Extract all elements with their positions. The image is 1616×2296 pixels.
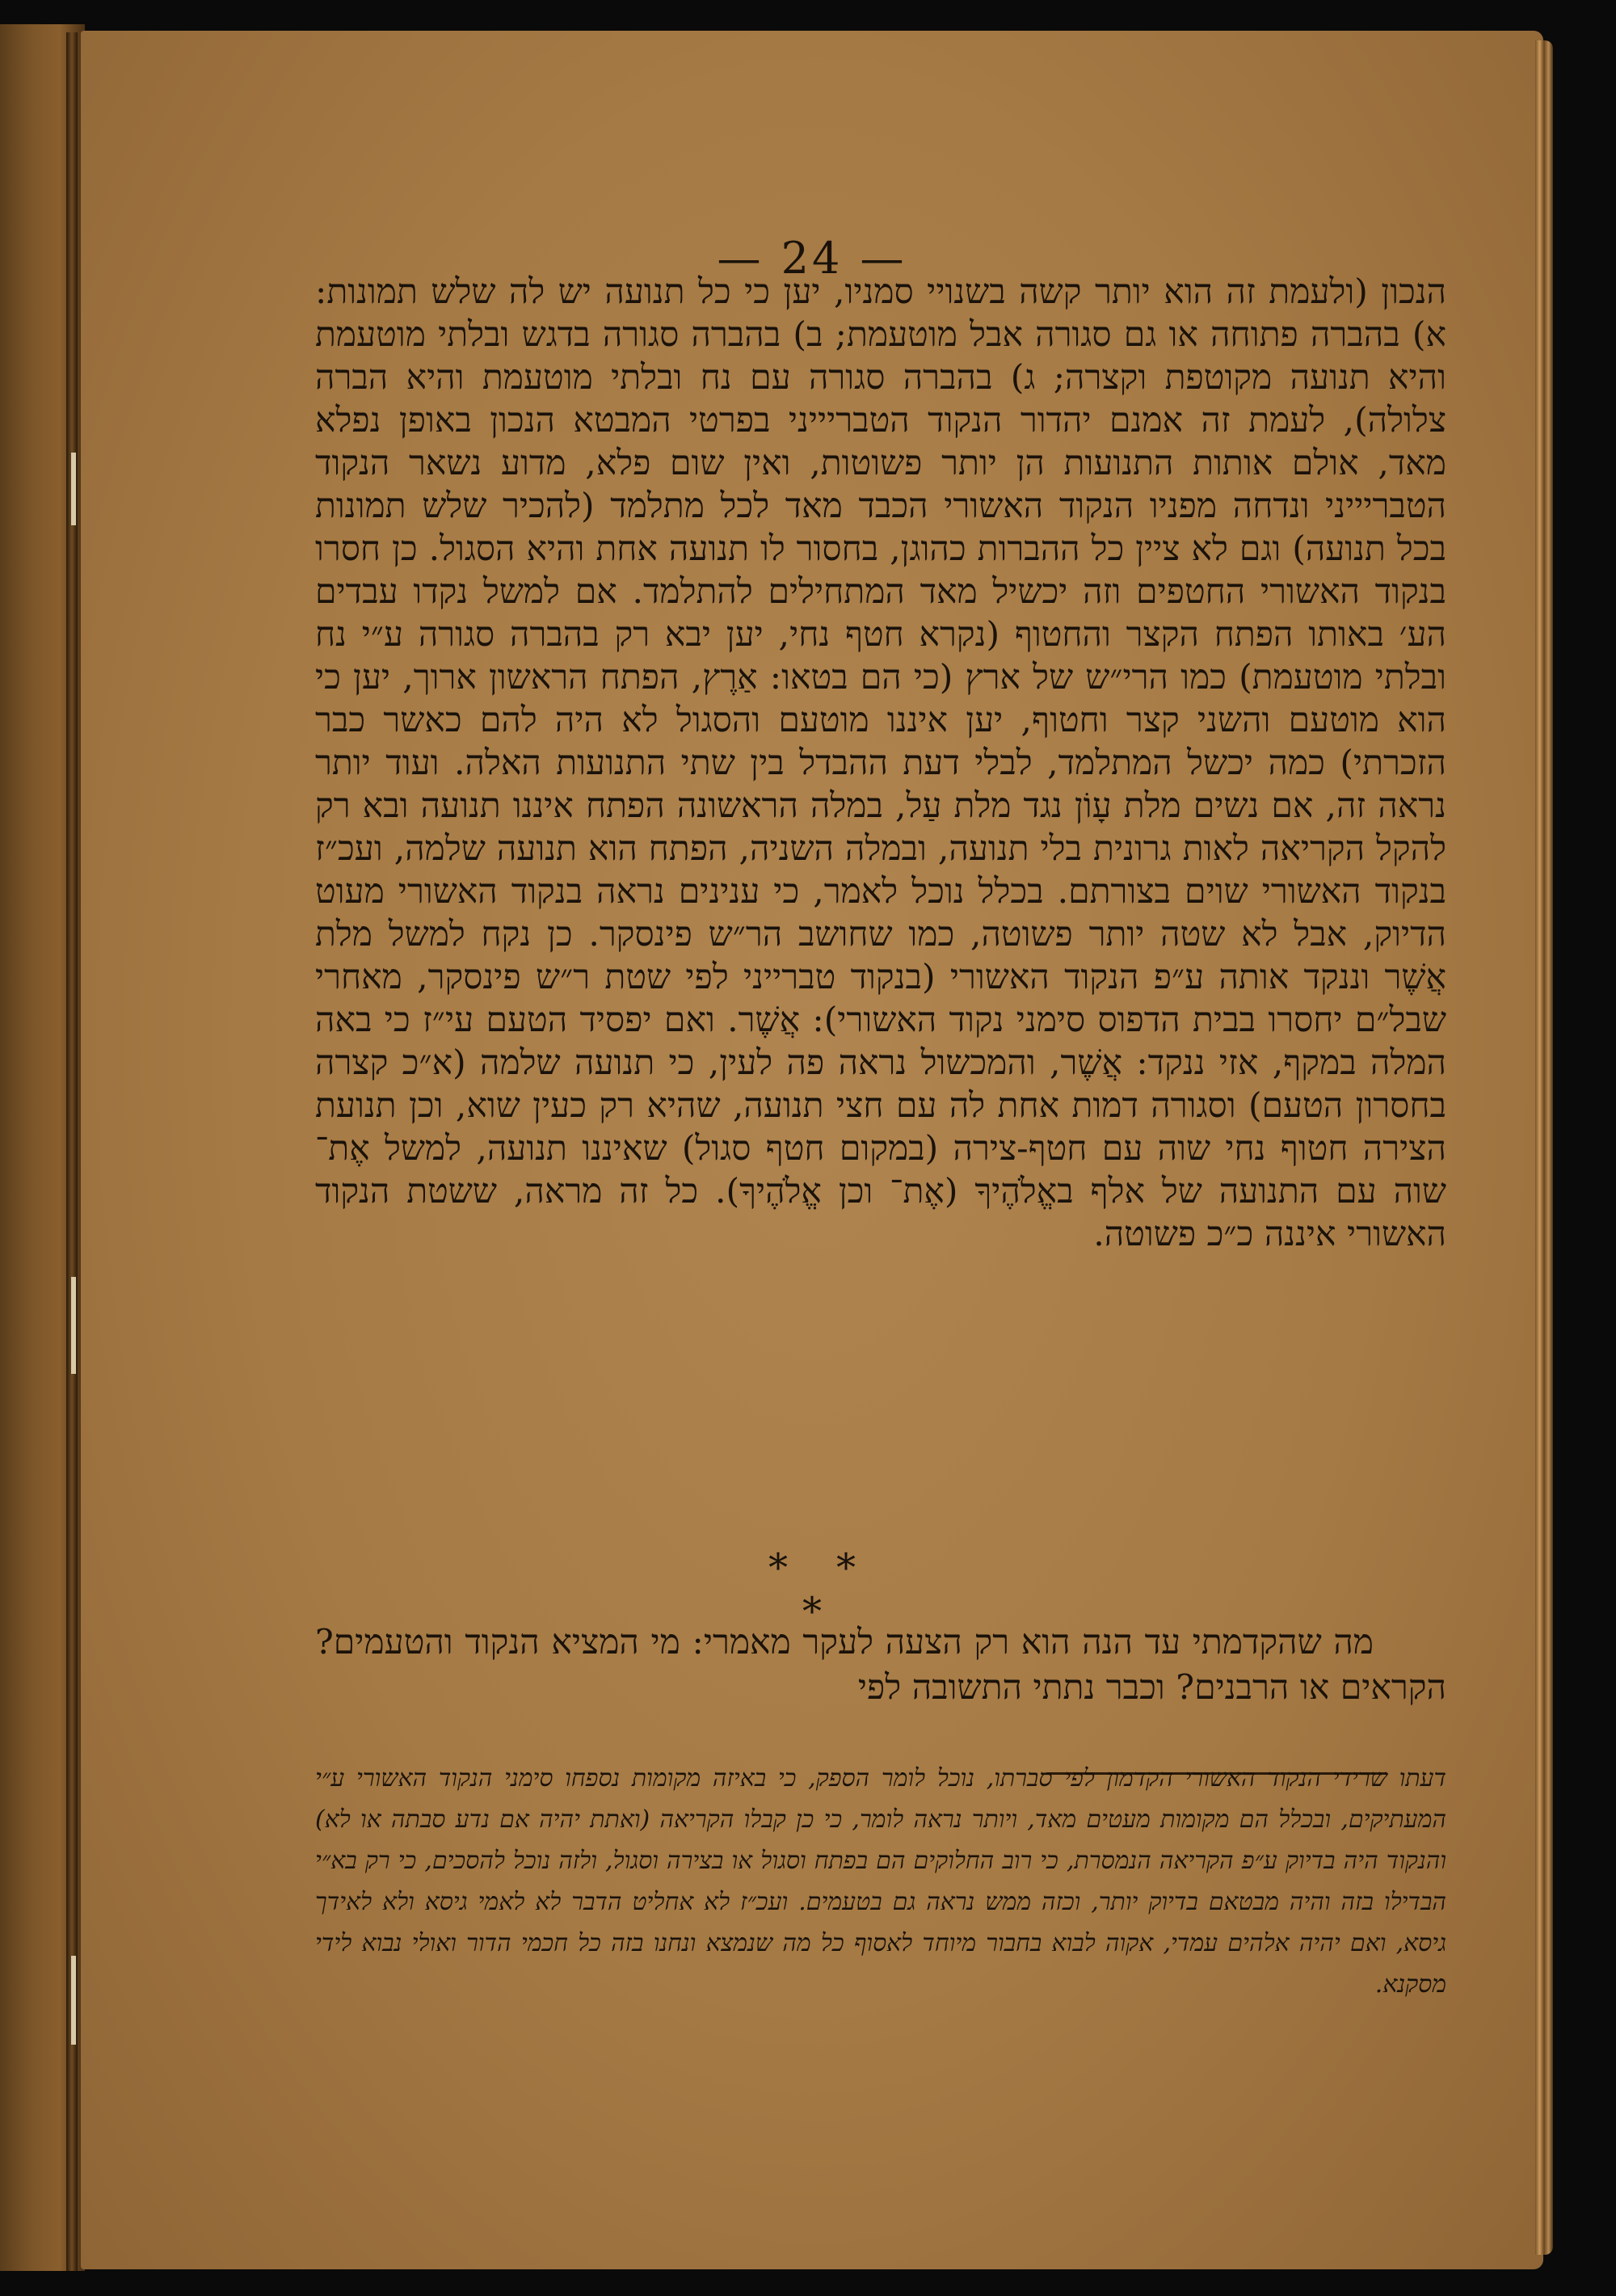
binding-thread: [71, 1277, 76, 1374]
star-2: *: [836, 1545, 856, 1590]
footnote-block: [315, 1758, 1446, 2005]
main-text-block: [315, 271, 1446, 1256]
page-stack-edge: [1535, 40, 1553, 2255]
page-number: — 24 —: [717, 233, 907, 284]
second-paragraph: מה שהקדמתי עד הנה הוא רק הצעה לעקר מאמרי: מי המציא הנקוד והטעמים? הקראים או הרבנים? וכבר נתתי התשובה לפי: [315, 1623, 1446, 1708]
second-text-block: [315, 1620, 1446, 1711]
binding-thread: [71, 453, 76, 525]
star-1: *: [768, 1545, 788, 1590]
book-gutter: [66, 32, 78, 2271]
main-paragraph: הנכון (ולעמת זה הוא יותר קשה בשנויי סמניו, יען כי כל תנועה יש לה שלש תמונות: א) בהברה פתוחה או גם סגורה אבל מוטעמת; ב) בהברה סגורה בדגש ובלתי מוטעמת והיא תנועה מקוטפת וקצרה; ג) בהברה סגורה עם נח ובלתי מוטעמת והיא הברה צלולה), לעמת זה אמנם יהדור הנקוד הטבריייני בפרטי המבטא הנכון באופן נפלא מאד, אולם אותות התנועות הן יותר פשוטות, ואין שום פלא, מדוע נשאר הנקוד הטבריייני ונדחה מפניו הנקוד האשורי הכבד מאד לכל מתלמד (להכיר שלש תמונות בכל תנועה) וגם לא ציין כל ההברות כהוגן, בחסור לו תנועה אחת והיא הסגול. כן חסרו בנקוד האשורי החטפים וזה יכשיל מאד המתחילים להתלמד. אם למשל נקדו עבדים הע׳ באותו הפתח הקצר והחטוף (נקרא חטף נחי, יען יבא רק בהברה סגורה ע״י נח ובלתי מוטעמת) כמו הרי״ש של ארץ (כי הם בטאו: אַרֶץ, הפתח הראשון ארוך, יען כי הוא מוטעם והשני קצר וחטוף, יען איננו מוטעם והסגול לא היה להם כאשר כבר הזכרתי) כמה יכשל המתלמד, לבלי דעת ההבדל בין שתי התנועות האלה. ועוד יותר נראה זה, אם נשים מלת עָוֹן נגד מלת עַל, במלה הראשונה הפתח איננו תנועה ובא רק להקל הקריאה לאות גרונית בלי תנועה, ובמלה השניה, הפתח הוא תנועה שלמה, ועכ״ז בנקוד האשורי שוים בצורתם. בכלל נוכל לאמר, כי ענינים נראה בנקוד האשורי מעוט הדיוק, אבל לא שטה יותר פשוטה, כמו שחושב הר״ש פינסקר. כן נקח למשל מלת אֲשֶׁר וננקד אותה ע״פ הנקוד האשורי (בנקוד טברייני לפי שטת ר״ש פינסקר, מאחרי שבל״ם יחסרו בבית הדפוס סימני נקוד האשורי): אֲשֶׁר. ואם יפסיד הטעם עי״ז כי באה המלה במקף, אזי ננקד: אֲשֶׁר, והמכשול נראה פה לעין, כי תנועה שלמה (א״כ קצרה בחסרון הטעם) וסגורה דמות אחת לה עם חצי תנועה, שהיא רק כעין שוא, וכן תנועת הצירה חטוף נחי שוה עם חטף-צירה (במקום חטף סגול) שאיננו תנועה, למשל אֶת־ שוה עם התנועה של אלף באֱלֹהֶיךָ (אֶת־ וכן אֱלֹהֶיךָ). כל זה מראה, ששטת הנקוד האשורי איננה כ״כ פשוטה.: [315, 272, 1446, 1254]
binding-thread: [71, 1956, 76, 2045]
footnote-text: דעתו שרידי הנקוד האשורי הקדמון לפי סברתו, נוכל לומר הספק, כי באיזה מקומות נספחו סימני הנקוד האשורי ע״י המעתיקים, ובכלל הם מקומות מעטים מאד, ויותר נראה לומר, כי כן קבלו הקריאה (ואתת יהיה אם נדע סבתה או לא) והנקוד היה בדיוק ע״פ הקריאה הנמסרת, כי רוב החלוקים הם בפתח וסגול או בצירה וסגול, ולזה נוכל להסכים, כי רק בא״י הבדילו בזה והיה מבטאם בדיוק יותר, וכזה ממש נראה גם בטעמים. ועכ״ז לא אחליט הדבר לא לאמי גיסא ולא לאידך גיסא, ואם יהיה אלהים עמדי, אקוה לבוא בחבור מיוחד לאסוף כל מה שנמצא ונחנו בזה כל חכמי הדור ואולי נבוא לידי מסקנא.: [315, 1764, 1446, 1999]
star-3: *: [802, 1589, 822, 1634]
